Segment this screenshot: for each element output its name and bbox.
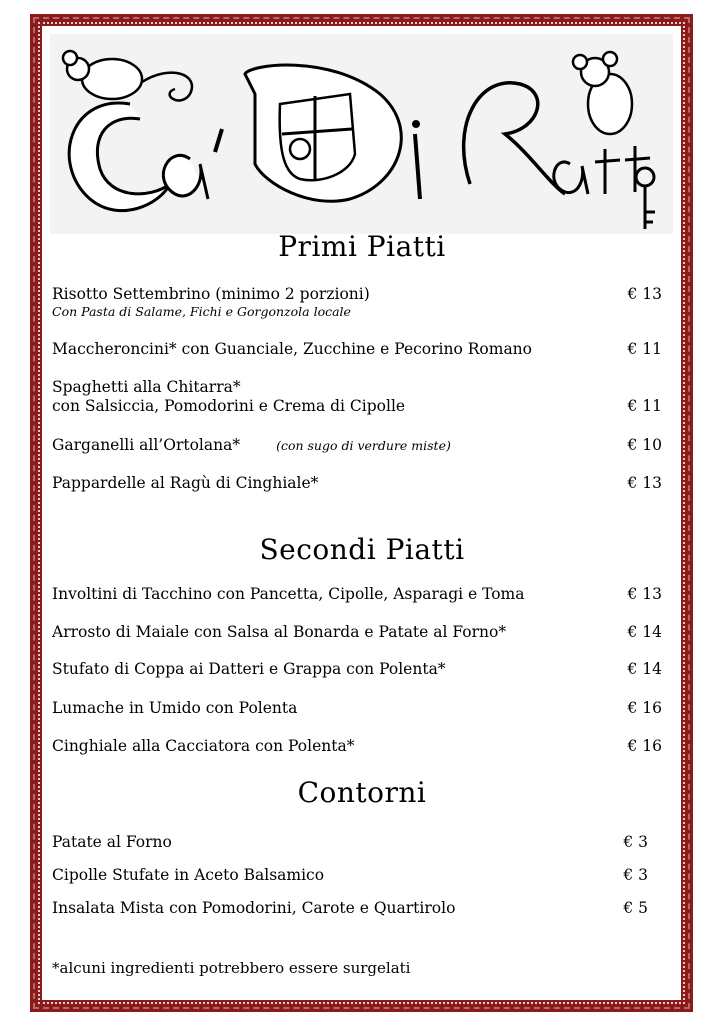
menu-item bbox=[52, 660, 662, 679]
section-title-primi: Primi Piatti bbox=[278, 230, 446, 263]
item-name: Arrosto di Maiale con Salsa al Bonarda e Patate al Forno* bbox=[52, 623, 507, 641]
item-name: Lumache in Umido con Polenta bbox=[52, 699, 298, 717]
item-price: € 13 bbox=[627, 474, 662, 492]
item-price: € 10 bbox=[627, 436, 662, 454]
menu-item bbox=[52, 699, 662, 718]
item-name: Cipolle Stufate in Aceto Balsamico bbox=[52, 866, 325, 884]
item-name: Spaghetti alla Chitarra* bbox=[52, 378, 241, 396]
item-price: € 11 bbox=[627, 397, 662, 415]
menu-item bbox=[52, 436, 662, 455]
menu-item bbox=[52, 378, 662, 416]
item-price: € 3 bbox=[623, 833, 648, 851]
item-name: Cinghiale alla Cacciatora con Polenta* bbox=[52, 737, 355, 755]
item-name: Garganelli all’Ortolana* bbox=[52, 436, 241, 454]
item-name: Involtini di Tacchino con Pancetta, Cipolle, Asparagi e Toma bbox=[52, 585, 525, 603]
item-price: € 13 bbox=[627, 285, 662, 303]
section-title-contorni: Contorni bbox=[297, 776, 427, 809]
menu-item bbox=[52, 285, 662, 319]
menu-item bbox=[52, 833, 662, 852]
menu-item bbox=[52, 474, 662, 493]
item-price: € 3 bbox=[623, 866, 648, 884]
restaurant-logo bbox=[50, 34, 673, 234]
item-price: € 16 bbox=[627, 737, 662, 755]
menu-item bbox=[52, 899, 662, 918]
menu-item bbox=[52, 737, 662, 756]
item-name-line2: con Salsiccia, Pomodorini e Crema di Cipolle bbox=[52, 397, 406, 415]
section-title-secondi: Secondi Piatti bbox=[259, 533, 465, 566]
menu-item bbox=[52, 623, 662, 642]
item-price: € 11 bbox=[627, 340, 662, 358]
item-price: € 14 bbox=[627, 660, 662, 678]
item-price: € 13 bbox=[627, 585, 662, 603]
item-price: € 16 bbox=[627, 699, 662, 717]
item-price: € 5 bbox=[623, 899, 648, 917]
menu-item bbox=[52, 585, 662, 604]
item-name: Stufato di Coppa ai Datteri e Grappa con Polenta* bbox=[52, 660, 446, 678]
item-name: Insalata Mista con Pomodorini, Carote e Quartirolo bbox=[52, 899, 456, 917]
item-description: Con Pasta di Salame, Fichi e Gorgonzola locale bbox=[52, 304, 351, 319]
menu-item bbox=[52, 866, 662, 885]
item-name: Pappardelle al Ragù di Cinghiale* bbox=[52, 474, 319, 492]
item-note: (con sugo di verdure miste) bbox=[276, 438, 451, 453]
item-price: € 14 bbox=[627, 623, 662, 641]
item-name: Maccheroncini* con Guanciale, Zucchine e Pecorino Romano bbox=[52, 340, 533, 358]
menu-item bbox=[52, 340, 662, 359]
item-name: Patate al Forno bbox=[52, 833, 172, 851]
item-name: Risotto Settembrino (minimo 2 porzioni) bbox=[52, 285, 370, 303]
footnote: *alcuni ingredienti potrebbero essere surgelati bbox=[52, 959, 411, 977]
